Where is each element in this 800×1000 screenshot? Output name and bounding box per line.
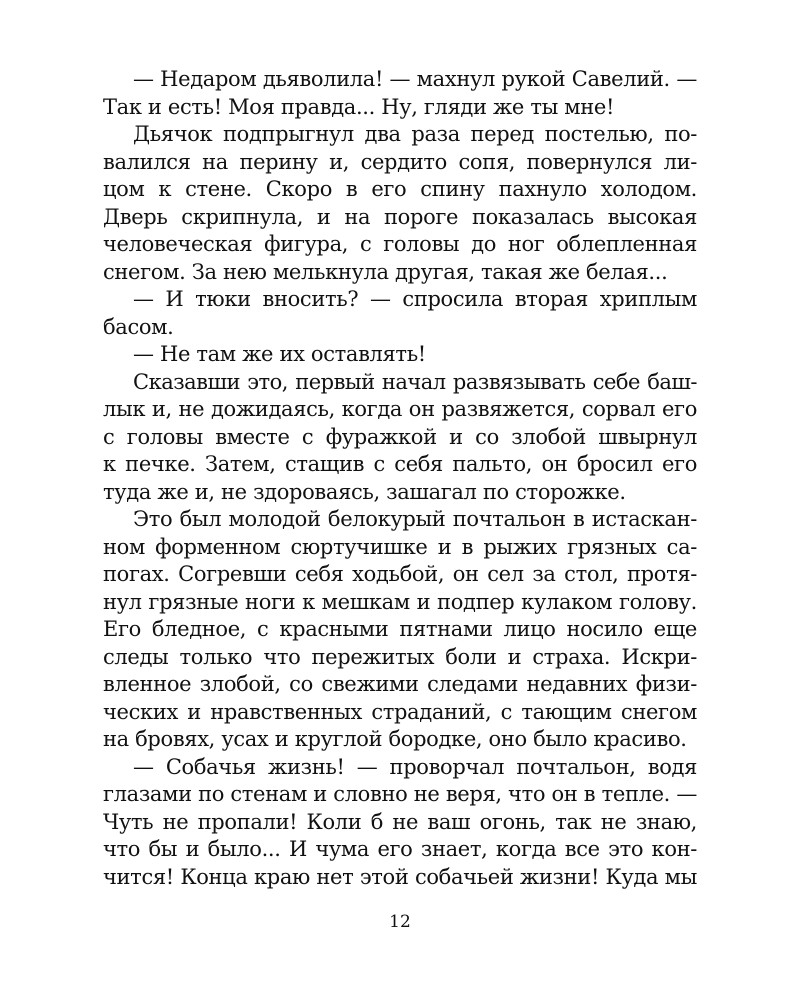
text-line: Чуть не пропали! Коли б не ваш огонь, так не знаю, bbox=[103, 809, 697, 834]
text-line: цом к стене. Скоро в его спину пахнуло холодом. bbox=[103, 177, 697, 201]
text-line: Это был молодой белокурый почтальон в истаскан- bbox=[133, 507, 697, 531]
text-block bbox=[103, 66, 697, 891]
text-line: с головы вместе с фуражкой и со злобой швырнул bbox=[103, 424, 697, 449]
text-line: нул грязные ноги к мешкам и подпер кулаком голову. bbox=[103, 589, 697, 614]
text-line: погах. Согревши себя ходьбой, он сел за стол, протя- bbox=[103, 562, 697, 586]
text-line: туда же и, не здороваясь, зашагал по сторожке. bbox=[103, 479, 626, 504]
text-line: следы только что пережитых боли и страха. Искри- bbox=[103, 644, 697, 669]
text-line: — Не там же их оставлять! bbox=[133, 342, 426, 366]
text-line: Дьячок подпрыгнул два раза перед постелью, по- bbox=[133, 122, 697, 146]
text-line: снегом. За нею мелькнула другая, такая же белая... bbox=[103, 259, 668, 284]
text-line: что бы и было... И чума его знает, когда все это кон- bbox=[103, 837, 697, 861]
text-line: лык и, не дожидаясь, когда он развяжется, сорвал его bbox=[103, 397, 697, 421]
text-line: к печке. Затем, стащив с себя пальто, он бросил его bbox=[103, 452, 697, 476]
text-line: Сказавши это, первый начал развязывать себе баш- bbox=[133, 369, 697, 394]
text-line: вленное злобой, со свежими следами недавних физи- bbox=[103, 672, 697, 696]
text-line: глазами по стенам и словно не веря, что он в тепле. — bbox=[103, 782, 697, 806]
text-line: на бровях, усах и круглой бородке, оно было красиво. bbox=[103, 727, 687, 751]
text-line: ческих и нравственных страданий, с тающим снегом bbox=[103, 699, 697, 724]
page-number: 12 bbox=[389, 912, 411, 932]
text-line: чится! Конца краю нет этой собачьей жизни! Куда мы bbox=[103, 864, 697, 889]
text-line: басом. bbox=[103, 314, 174, 339]
text-line: человеческая фигура, с головы до ног облепленная bbox=[103, 232, 697, 256]
text-line: Дверь скрипнула, и на пороге показалась высокая bbox=[103, 204, 697, 229]
text-line: — И тюки вносить? — спросила вторая хриплым bbox=[133, 287, 697, 311]
text-line: — Недаром дьяволила! — махнул рукой Савелий. — bbox=[133, 67, 697, 91]
text-line: Его бледное, с красными пятнами лицо носило еще bbox=[103, 617, 697, 641]
text-line: валился на перину и, сердито сопя, повернулся ли- bbox=[103, 149, 697, 174]
text-line: — Собачья жизнь! — проворчал почтальон, водя bbox=[133, 754, 697, 779]
text-line: Так и есть! Моя правда... Ну, гляди же ты мне! bbox=[103, 94, 615, 119]
text-line: ном форменном сюртучишке и в рыжих грязных са- bbox=[103, 534, 697, 559]
